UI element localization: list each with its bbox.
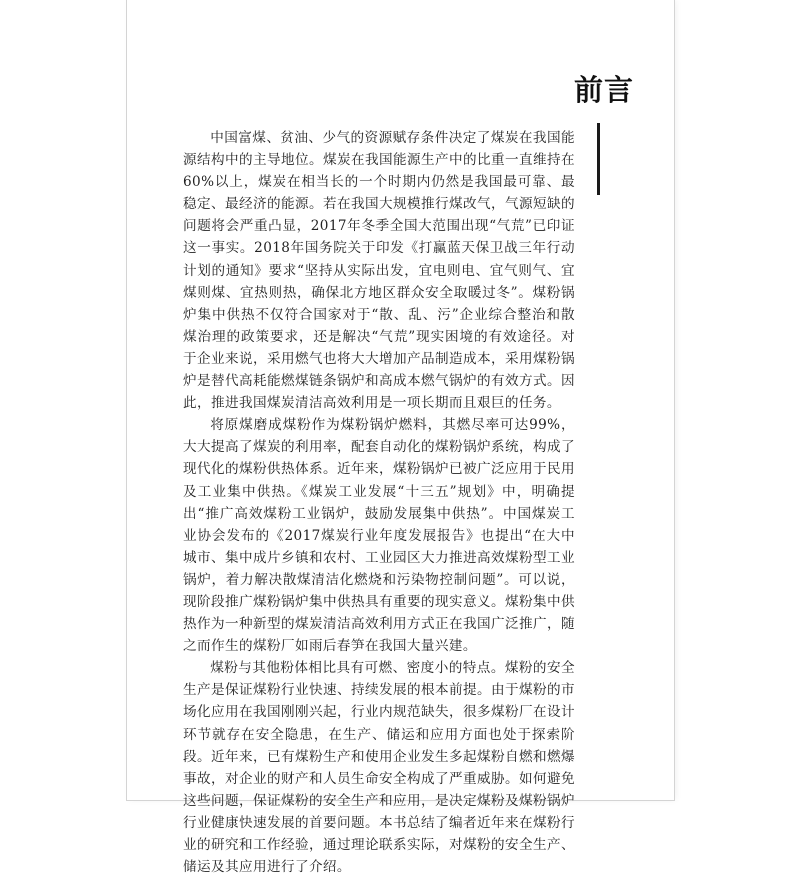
page-title: 前言 — [574, 73, 635, 107]
paragraph: 煤粉与其他粉体相比具有可燃、密度小的特点。煤粉的安全生产是保证煤粉行业快速、持续发展的根本前提。由于煤粉的市场化应用在我国刚刚兴起，行业内规范缺失，很多煤粉厂在设计环节就存在安全隐患，在生产、储运和应用方面也处于探索阶段。近年来，已有煤粉生产和使用企业发生多起煤粉自燃和燃爆事故，对企业的财产和人员生命安全构成了严重威胁。如何避免这些问题，保证煤粉的安全生产和应用，是决定煤粉及煤粉锅炉行业健康快速发展的首要问题。本书总结了编者近年来在煤粉行业的研究和工作经验，通过理论联系实际，对煤粉的安全生产、储运及其应用进行了介绍。 — [183, 660, 575, 876]
body-text — [183, 127, 575, 878]
paragraph: 中国富煤、贫油、少气的资源赋存条件决定了煤炭在我国能源结构中的主导地位。煤炭在我国能源生产中的比重一直维持在60%以上，煤炭在相当长的一个时期内仍然是我国最可靠、最稳定、最经济的能源。若在我国大规模推行煤改气，气源短缺的问题将会严重凸显，2017年冬季全国大范围出现“气荒”已印证这一事实。2018年国务院关于印发《打赢蓝天保卫战三年行动计划的通知》要求“坚持从实际出发，宜电则电、宜气则气、宜煤则煤、宜热则热，确保北方地区群众安全取暖过冬”。煤粉锅炉集中供热不仅符合国家对于“散、乱、污”企业综合整治和散煤治理的政策要求，还是解决“气荒”现实困境的有效途径。对于企业来说，采用燃气也将大大增加产品制造成本，采用煤粉锅炉是替代高耗能燃煤链条锅炉和高成本燃气锅炉的有效方式。因此，推进我国煤炭清洁高效利用是一项长期而且艰巨的任务。 — [183, 130, 575, 412]
paragraph: 将原煤磨成煤粉作为煤粉锅炉燃料，其燃尽率可达99%，大大提高了煤炭的利用率，配套自动化的煤粉锅炉系统，构成了现代化的煤粉供热体系。近年来，煤粉锅炉已被广泛应用于民用及工业集中供热。《煤炭工业发展“十三五”规划》中，明确提出“推广高效煤粉工业锅炉，鼓励发展集中供热”。中国煤炭工业协会发布的《2017煤炭行业年度发展报告》也提出“在大中城市、集中成片乡镇和农村、工业园区大力推进高效煤粉型工业锅炉，着力解决散煤清洁化燃烧和污染物控制问题”。可以说，现阶段推广煤粉锅炉集中供热具有重要的现实意义。煤粉集中供热作为一种新型的煤炭清洁高效利用方式正在我国广泛推广，随之而作生的煤粉厂如雨后春笋在我国大量兴建。 — [183, 417, 575, 655]
heading-rule — [597, 123, 600, 195]
